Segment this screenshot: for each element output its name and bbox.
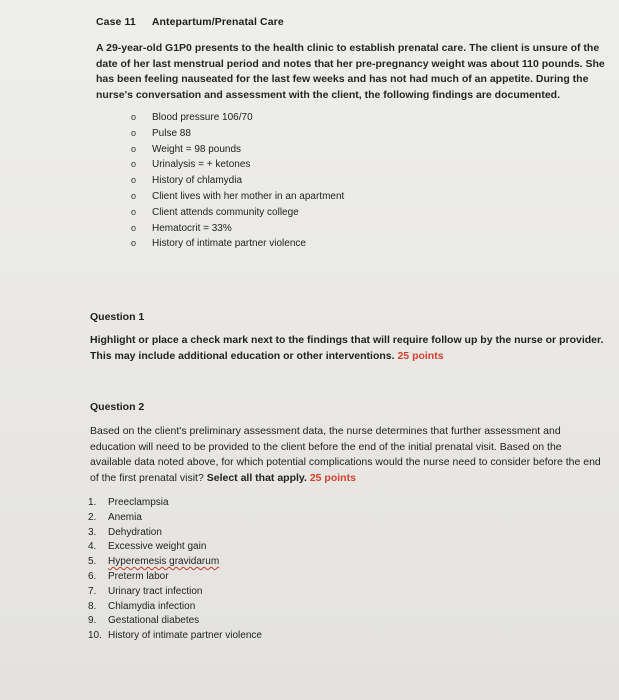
question2-options [88,496,262,644]
case-number: Case 11 [96,16,136,28]
select-all-instruction: Select all that apply. [206,471,307,484]
bullet: o [131,238,137,249]
case-title: Antepartum/Prenatal Care [151,16,284,28]
option-item[interactable]: 9. Gestational diabetes [88,615,200,627]
question1-points: 25 points [397,349,444,362]
question2-text: Based on the client's preliminary assessment data, the nurse determines that further assessment and education will need to be provided to the client before the end of the initial prenatal visit. Based on the available data noted above, for which potential complications would the nurse need to consider before the end of the first prenatal visit? Select all that apply. 25 points [90,425,601,484]
finding-item[interactable]: o Blood pressure 106/70 [131,110,344,126]
option-item[interactable]: 6. Preterm labor [88,570,169,582]
option-item[interactable]: 1. Preeclampsia [88,497,169,508]
bullet: o [131,159,137,170]
question1-heading: Question 1 [90,311,145,323]
question2-points: 25 points [309,471,356,484]
option-item[interactable]: 10. History of intimate partner violence [88,630,262,642]
case-heading [96,16,284,28]
case-intro: A 29-year-old G1P0 presents to the health clinic to establish prenatal care. The client is unsure of the date of her last menstrual period and notes that her pre-pregnancy weight was about 110 pounds. She has been feeling nauseated for the last few weeks and has not had much of an appetite. During the nurse's conversation and assessment with the client, the following findings are documented. [96,42,605,101]
finding-item[interactable]: o Client attends community college [131,205,344,221]
option-item[interactable]: 3. Dehydration [88,526,162,538]
findings-list [131,110,344,252]
option-item[interactable]: 4. Excessive weight gain [88,541,207,553]
finding-item[interactable]: o Pulse 88 [131,126,344,142]
finding-item[interactable]: o History of chlamydia [131,173,344,189]
finding-item[interactable]: o Weight = 98 pounds [131,142,344,158]
bullet: o [131,206,137,217]
bullet: o [131,222,137,233]
finding-item[interactable]: o Client lives with her mother in an apartment [131,189,344,205]
bullet: o [131,143,137,154]
finding-item[interactable]: o History of intimate partner violence [131,236,344,252]
option-item[interactable]: 2. Anemia [88,511,142,523]
finding-item[interactable]: o Urinalysis = + ketones [131,157,344,173]
bullet: o [131,190,137,201]
bullet: o [131,127,137,138]
option-item[interactable]: 7. Urinary tract infection [88,585,203,597]
finding-item[interactable]: o Hematocrit = 33% [131,221,344,237]
question1-text: Highlight or place a check mark next to the findings that will require follow up by the nurse or provider. This may include additional education or other interventions. 25 points [90,334,604,362]
option-item[interactable]: 8. Chlamydia infection [88,600,196,612]
bullet: o [131,112,137,122]
bullet: o [131,175,137,186]
question2-heading: Question 2 [90,401,145,413]
option-item[interactable]: 5. Hyperemesis gravidarum [88,556,220,568]
